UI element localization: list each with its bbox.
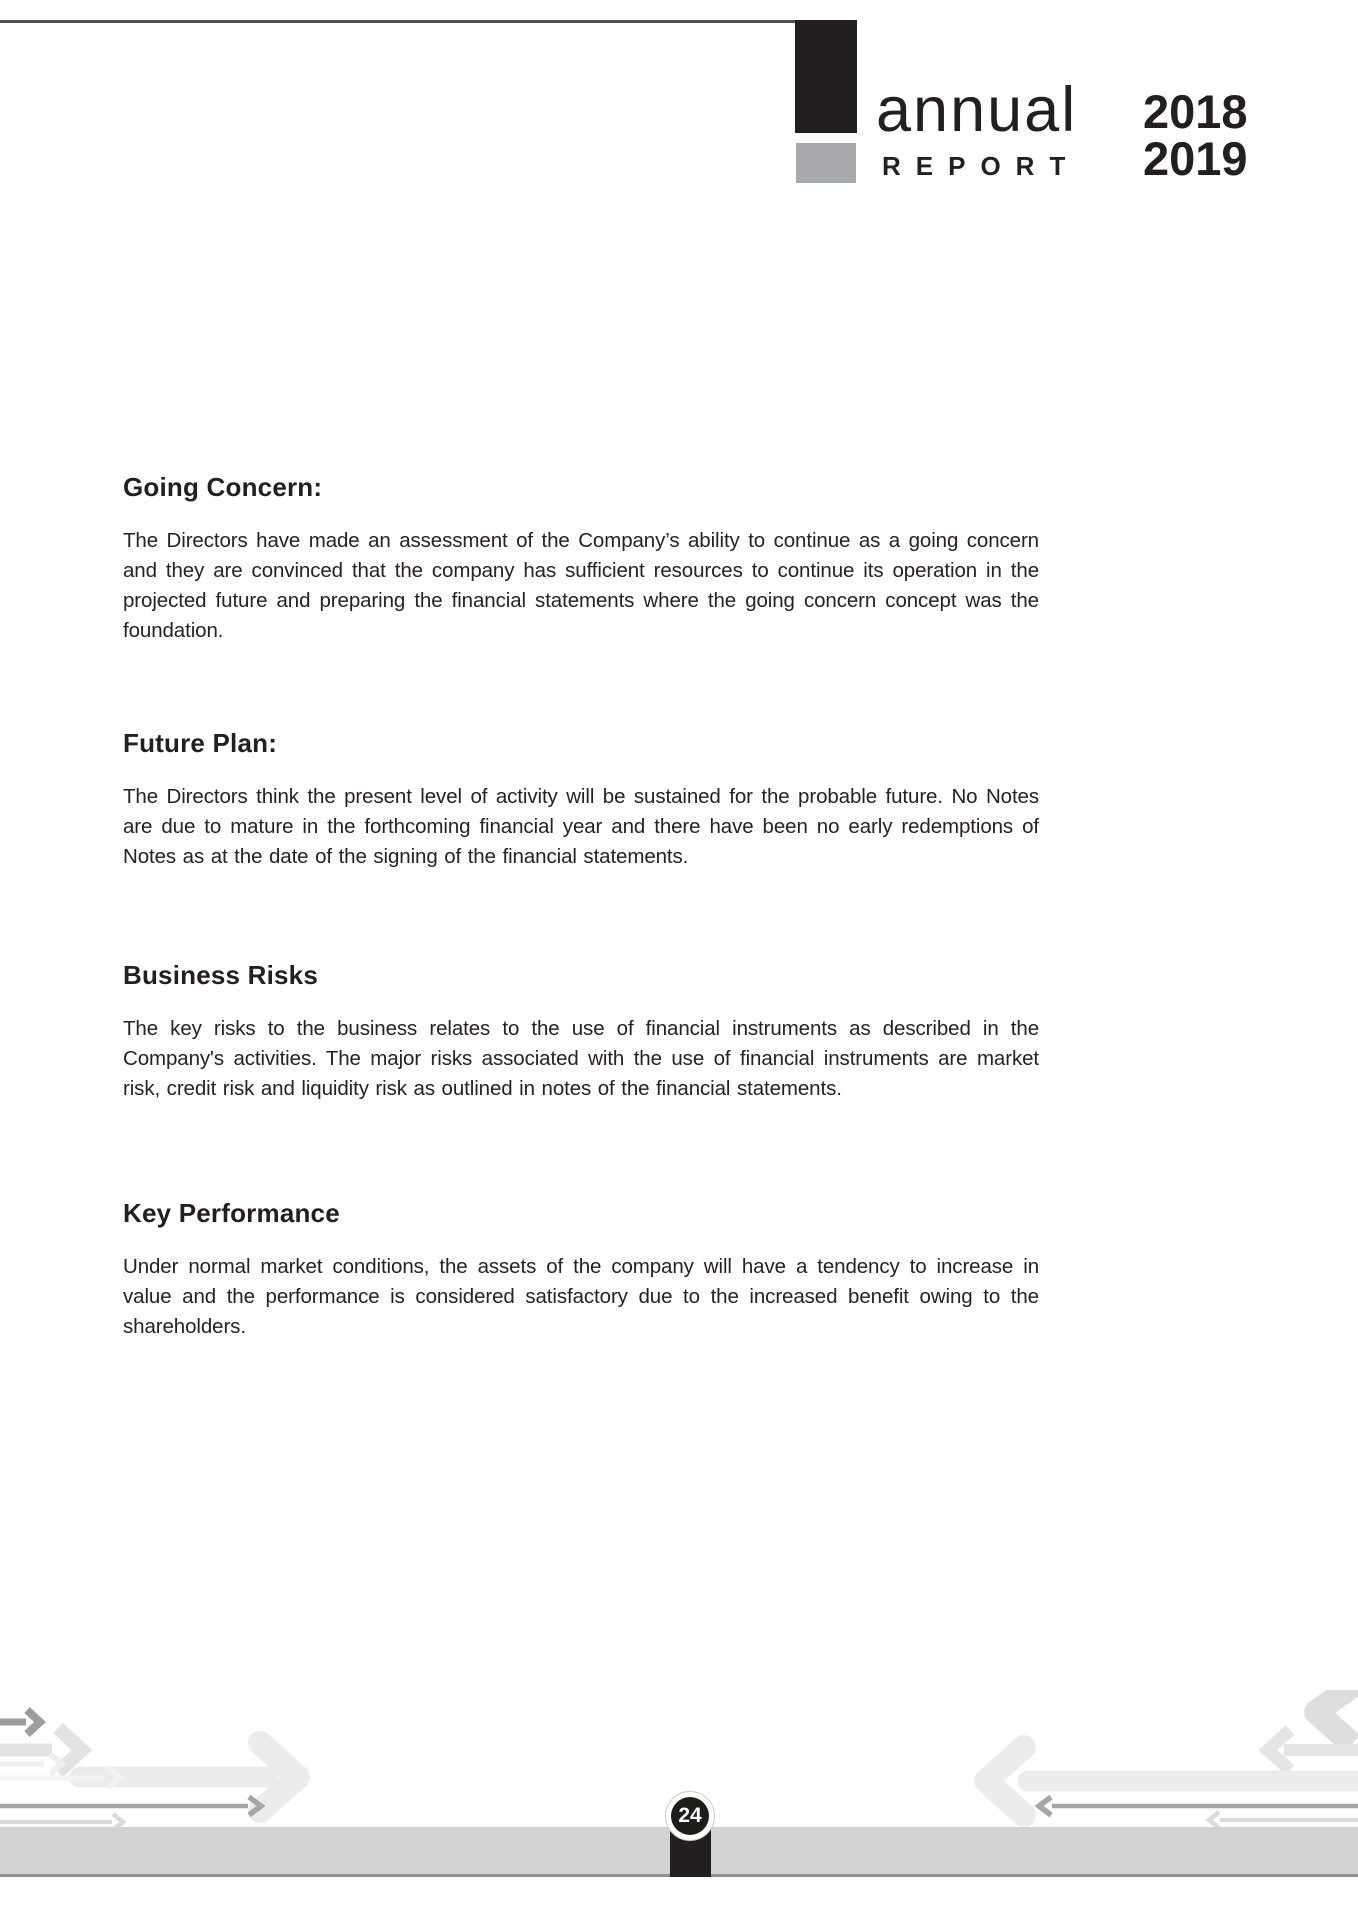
arrow-left-icon [1039,1797,1358,1815]
brand-gray-block [796,143,856,183]
brand-annual-text: annual [876,75,1078,145]
section-going-concern [123,470,1039,646]
section-paragraph: Under normal market conditions, the assets of the company will have a tendency to increase in value and the performance is considered satisfactory due to the increased benefit owing to the shareholders. [123,1255,1039,1338]
section-future-plan [123,726,1039,872]
brand-year-2018: 2018 [1143,85,1248,138]
page-number-badge: 24 [671,1797,709,1835]
brand-black-block [795,20,857,133]
brand-years [1143,85,1248,185]
section-paragraph: The key risks to the business relates to the use of financial instruments as described in the Company's activities. The major risks associated with the use of financial instruments are market risk, credit risk and liquidity risk as outlined in notes of the financial statements. [123,1017,1039,1100]
brand-report-text: REPORT [882,151,1081,181]
section-heading: Going Concern: [123,472,323,502]
arrow-left-icon [1316,1690,1358,1744]
section-heading: Future Plan: [123,728,278,758]
section-paragraph: The Directors have made an assessment of the Company’s ability to continue as a going concern and they are convinced that the company has sufficient resources to continue its operation in the projected future and preparing the financial statements where the going concern concept was the foundation. [123,529,1039,642]
brand-year-2019: 2019 [1143,132,1248,185]
section-paragraph: The Directors think the present level of activity will be sustained for the probable future. No Notes are due to mature in the forthcoming financial year and there have been no early redemptions of Notes as at the date of the signing of the financial statements. [123,785,1039,868]
header-rule [0,20,795,23]
section-key-performance [123,1196,1039,1342]
section-heading: Key Performance [123,1198,340,1228]
arrow-right-icon [80,1743,298,1811]
arrow-right-icon [0,1710,40,1734]
arrow-left-icon [1209,1812,1358,1828]
arrow-right-icon [0,1754,62,1774]
section-business-risks [123,958,1039,1104]
arrow-right-icon [0,1797,261,1815]
section-heading: Business Risks [123,960,319,990]
